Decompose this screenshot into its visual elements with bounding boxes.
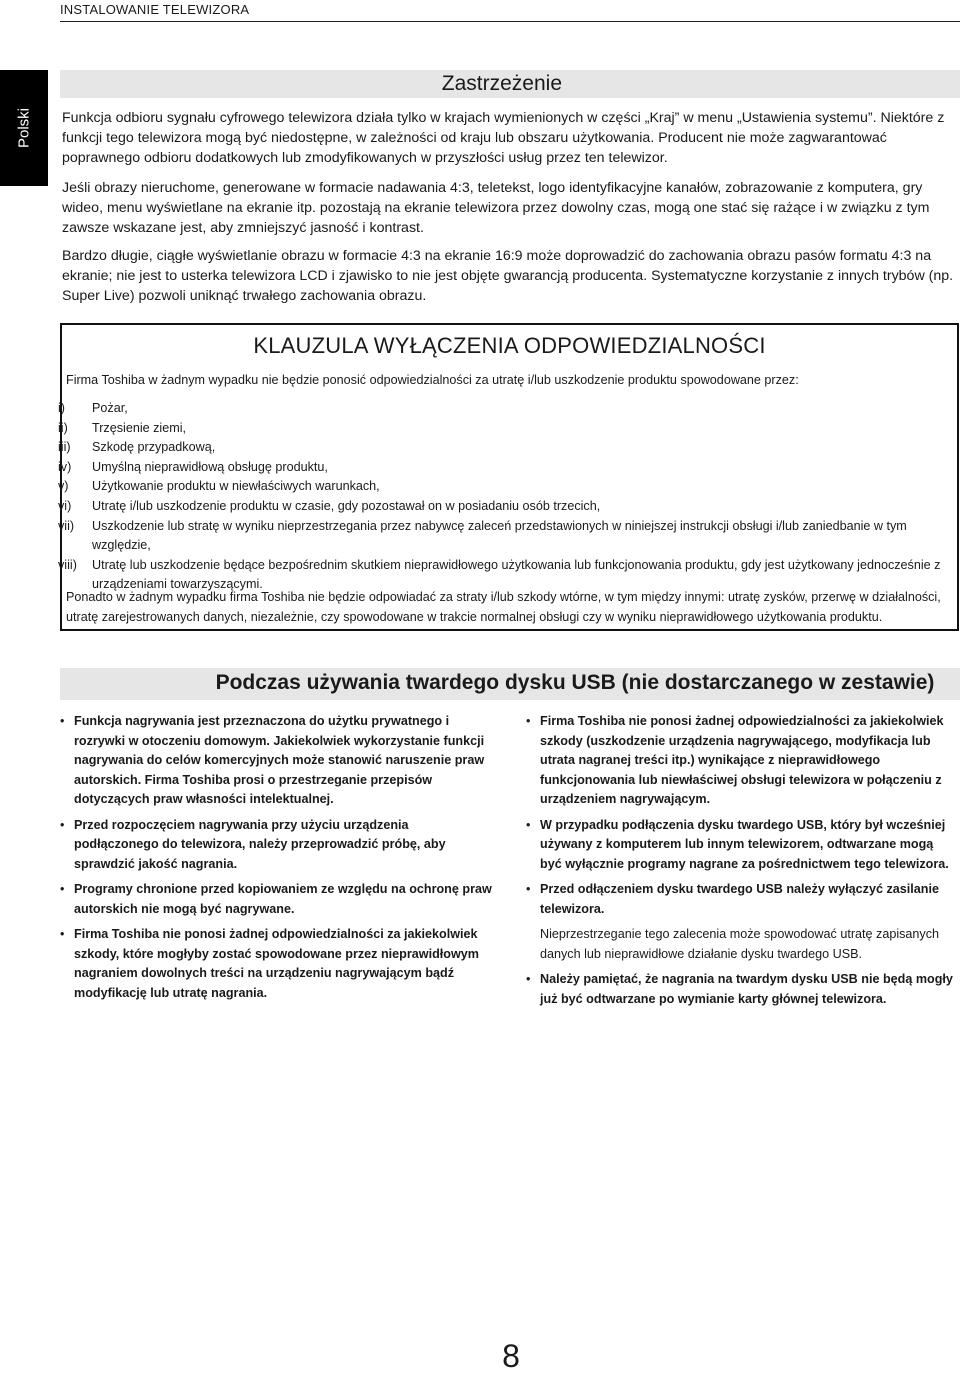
list-item-number: vii) — [58, 518, 75, 533]
list-item-text: Użytkowanie produktu w niewłaściwych warunkach, — [92, 479, 380, 494]
usb-notes-left-column — [60, 712, 492, 1009]
disclaimer-outro: Ponadto w żadnym wypadku firma Toshiba nie będzie odpowiadać za straty i/lub szkody wtórne, w tym między innymi: utratę zysków, przerwę w działalności, utratę zarejestrowanych danych, niezależnie, czy spowodowane w trakcie normalnej obsługi czy w wyniku nieprawidłowego użytkowania produktu. — [66, 590, 941, 624]
disclaimer-intro: Firma Toshiba w żadnym wypadku nie będzie ponosić odpowiedzialności za utratę i/lub uszkodzenie produktu spowodowane przez: — [66, 373, 799, 387]
list-item-number: vi) — [58, 498, 72, 513]
list-item — [54, 419, 948, 439]
section-title-bar — [60, 70, 960, 98]
bullet-item — [526, 712, 958, 810]
usb-notes-right-column — [526, 712, 958, 1015]
bullet-item — [526, 970, 958, 1009]
language-tab-label: Polski — [15, 107, 33, 149]
bullet-item — [526, 880, 958, 964]
bullet-item-note: Nieprzestrzeganie tego zalecenia może spowodować utratę zapisanych danych lub nieprawidłowe działanie dysku twardego USB. — [540, 927, 940, 961]
usb-section-title-bar — [60, 668, 960, 700]
language-tab — [0, 70, 48, 186]
list-item — [54, 438, 948, 458]
disclaimer-list — [54, 399, 948, 595]
paragraph-static-images: Jeśli obrazy nieruchome, generowane w formacie nadawania 4:3, teletekst, logo identyfikacyjne kanałów, zobrazowanie z komputera, gry wideo, menu wyświetlane na ekranie itp. pozostają na ekranie telewizora przez dowolny czas, mogą one stać się rażące i w związku z tym zawsze wskazane jest, aby zmniejszyć jasność i kontrast. — [62, 180, 930, 236]
list-item-text: Utratę lub uszkodzenie będące bezpośrednim skutkiem nieprawidłowego użytkowania lub funkcjonowania produktu, gdy jest użytkowany jednocześnie z urządzeniami towarzyszącymi. — [92, 557, 941, 592]
bullet-item: • Firma Toshiba nie ponosi żadnej odpowiedzialności za jakiekolwiek szkody, które mogłyby zostać spowodowane przez nieprawidłowym nagraniem dowolnych treści na urządzeniu nagrywającym bądź modyfikację lub utratę nagrania. — [60, 925, 492, 1003]
list-item-text: Uszkodzenie lub stratę w wyniku nieprzestrzegania przez nabywcę zaleceń przedstawionych w niniejszej instrukcji obsługi i/lub zaniedbanie w tym względzie, — [92, 518, 907, 553]
disclaimer-box — [60, 323, 959, 631]
paragraph-digital-reception: Funkcja odbioru sygnału cyfrowego telewizora działa tylko w krajach wymienionych w części „Kraj” w menu „Ustawienia systemu”. Niektóre z funkcji tego telewizora mogą być niedostępne, w zależności od kraju lub obszaru użytkowania. Producent nie może zagwarantować poprawnego odbioru dodatkowych lub zmodyfikowanych w przyszłości usług przez ten telewizor. — [62, 110, 945, 166]
bullet-item: • Funkcja nagrywania jest przeznaczona do użytku prywatnego i rozrywki w otoczeniu domowym. Jakiekolwiek wykorzystanie funkcji nagrywania do celów komercyjnych może stanowić naruszenie praw autorskich. Firma Toshiba prosi o przestrzeganie przepisów dotyczących praw własności intelektualnej. — [60, 712, 492, 810]
paragraph-aspect-ratio: Bardzo długie, ciągłe wyświetlanie obrazu w formacie 4:3 na ekranie 16:9 może doprowadzić do zachowania obrazu pasów formatu 4:3 na ekranie; nie jest to usterka telewizora LCD i zjawisko to nie jest objęte gwarancją producenta. Systematyczne korzystanie z innych trybów (np. Super Live) pozwoli uniknąć trwałego zachowania obrazu. — [62, 248, 954, 304]
list-item-number: i) — [58, 401, 65, 415]
header-title: INSTALOWANIE TELEWIZORA — [60, 2, 250, 17]
bullet-item: • Programy chronione przed kopiowaniem ze względu na ochronę praw autorskich nie mogą być nagrywane. — [60, 880, 492, 919]
list-item — [54, 399, 948, 419]
list-item-text: Utratę i/lub uszkodzenie produktu w czasie, gdy pozostawał on w posiadaniu osób trzecich, — [92, 498, 601, 513]
list-item-number: viii) — [58, 557, 77, 572]
bullet-item-text: Firma Toshiba nie ponosi żadnej odpowiedzialności za jakiekolwiek szkody (uszkodzenie urządzenia nagrywającego, modyfikacja lub utrata nagranej treści itp.) wynikające z nieprawidłowego funkcjonowania lub niewłaściwej obsługi telewizora w połączeniu z urządzeniem nagrywającym. — [540, 714, 944, 806]
page-number: 8 — [502, 1338, 520, 1374]
list-item-number: iv) — [58, 459, 72, 474]
list-item-text: Trzęsienie ziemi, — [92, 420, 187, 435]
page-header — [60, 0, 960, 22]
bullet-item: • Przed rozpoczęciem nagrywania przy użyciu urządzenia podłączonego do telewizora, należy przeprowadzić próbę, aby sprawdzić jakość nagrania. — [60, 816, 492, 875]
list-item-text: Szkodę przypadkową, — [92, 440, 216, 455]
bullet-item — [526, 816, 958, 875]
bullet-item-text: W przypadku podłączenia dysku twardego USB, który był wcześniej używany z komputerem lub innym telewizorem, odtwarzane mogą być wyłącznie programy nagrane za pośrednictwem tego telewizora. — [540, 817, 949, 871]
list-item-number: iii) — [58, 440, 71, 455]
list-item — [54, 458, 948, 478]
disclaimer-title: KLAUZULA WYŁĄCZENIA ODPOWIEDZIALNOŚCI — [253, 333, 766, 358]
bullet-item-text: Przed odłączeniem dysku twardego USB należy wyłączyć zasilanie telewizora. — [540, 882, 939, 916]
usb-section-title: Podczas używania twardego dysku USB (nie dostarczanego w zestawie) — [215, 671, 935, 694]
section-title: Zastrzeżenie — [441, 72, 562, 95]
list-item-text: Pożar, — [92, 401, 128, 415]
bullet-item-text: Należy pamiętać, że nagrania na twardym dysku USB nie będą mogły już być odtwarzane po wymianie karty głównej telewizora. — [540, 972, 953, 1006]
list-item-text: Umyślną nieprawidłową obsługę produktu, — [92, 459, 328, 474]
list-item-number: v) — [58, 479, 69, 494]
list-item-number: ii) — [58, 420, 68, 435]
list-item — [54, 497, 948, 517]
list-item — [54, 477, 948, 497]
list-item — [54, 517, 948, 556]
